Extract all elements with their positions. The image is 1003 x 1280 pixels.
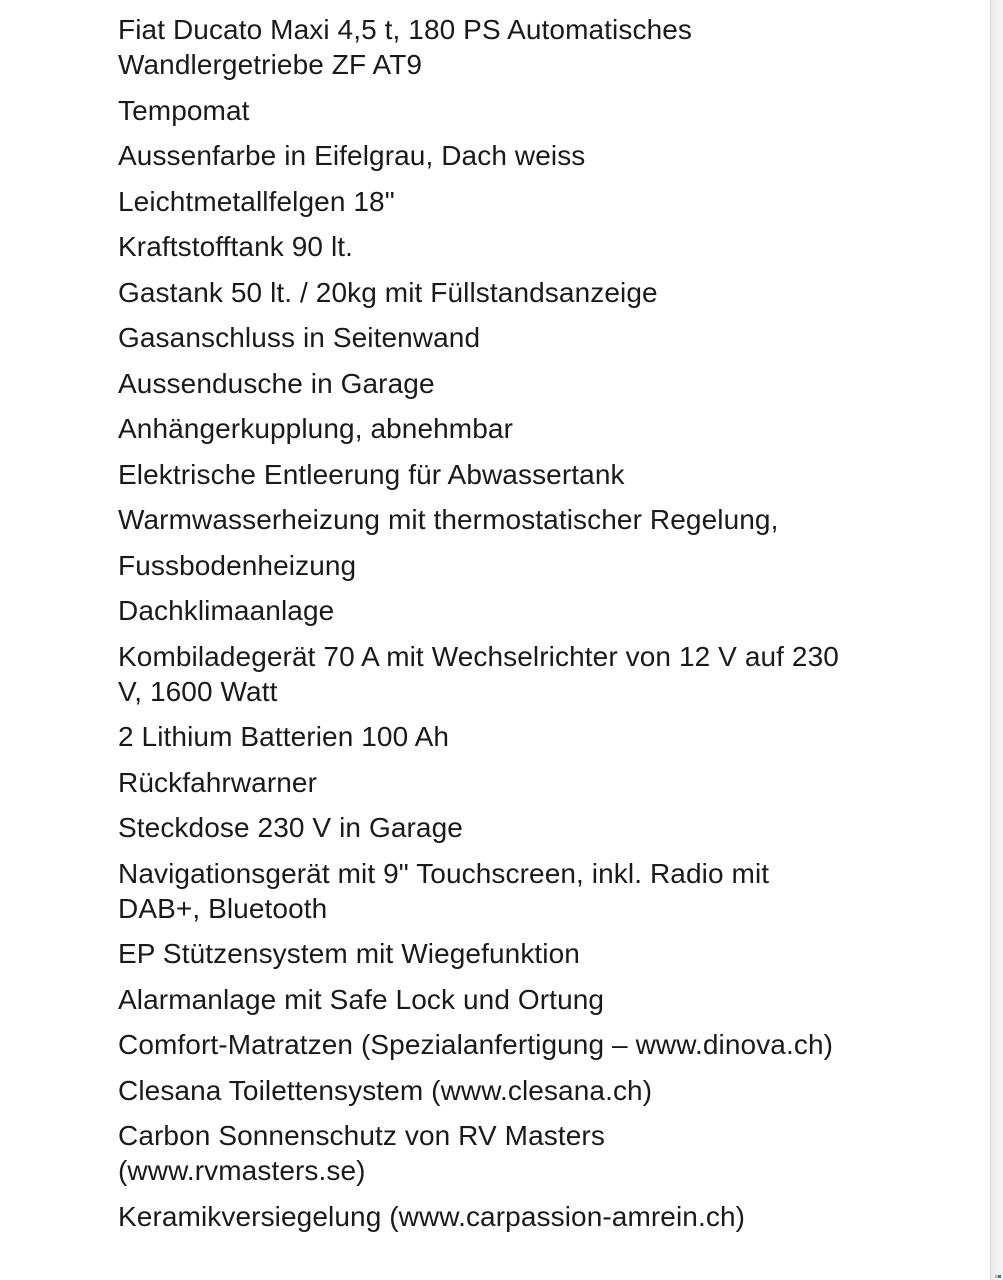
- feature-item: Tempomat: [118, 94, 250, 126]
- feature-item: Navigationsgerät mit 9" Touchscreen, inkl. Radio mit DAB+, Bluetooth: [118, 857, 770, 924]
- feature-item: Warmwasserheizung mit thermostatischer Regelung,: [118, 504, 779, 535]
- feature-item: Steckdose 230 V in Garage: [118, 812, 463, 843]
- feature-item: Clesana Toilettensystem (www.clesana.ch): [118, 1074, 653, 1106]
- scrollbar-track[interactable]: [990, 0, 1003, 1280]
- feature-item: Aussenfarbe in Eifelgrau, Dach weiss: [118, 140, 586, 171]
- feature-item: Elektrische Entleerung für Abwassertank: [118, 458, 625, 490]
- feature-item: Aussendusche in Garage: [118, 367, 435, 399]
- feature-item: Kraftstofftank 90 lt.: [118, 231, 354, 262]
- feature-item: Dachklimaanlage: [118, 595, 335, 626]
- feature-item: Gasanschluss in Seitenwand: [118, 322, 481, 353]
- feature-item: Leichtmetallfelgen 18": [118, 185, 395, 217]
- corner-indicator: [995, 1275, 1001, 1278]
- feature-item: Gastank 50 lt. / 20kg mit Füllstandsanzeige: [118, 276, 658, 308]
- feature-item: Keramikversiegelung (www.carpassion-amrein.ch): [118, 1200, 746, 1232]
- feature-item: EP Stützensystem mit Wiegefunktion: [118, 938, 580, 969]
- feature-item: Carbon Sonnenschutz von RV Masters (www.rvmasters.se): [118, 1120, 605, 1186]
- feature-item: Alarmanlage mit Safe Lock und Ortung: [118, 983, 605, 1015]
- feature-item: Rückfahrwarner: [118, 766, 318, 798]
- feature-list: [118, 12, 858, 1244]
- feature-item: Kombiladegerät 70 A mit Wechselrichter von 12 V auf 230 V, 1600 Watt: [118, 640, 839, 707]
- feature-item: 2 Lithium Batterien 100 Ah: [118, 721, 450, 752]
- feature-item: Fiat Ducato Maxi 4,5 t, 180 PS Automatisches Wandlergetriebe ZF AT9: [118, 14, 693, 80]
- feature-item: Anhängerkupplung, abnehmbar: [118, 413, 514, 444]
- feature-item: Fussbodenheizung: [118, 549, 357, 581]
- feature-item: Comfort-Matratzen (Spezialanfertigung – www.dinova.ch): [118, 1029, 834, 1060]
